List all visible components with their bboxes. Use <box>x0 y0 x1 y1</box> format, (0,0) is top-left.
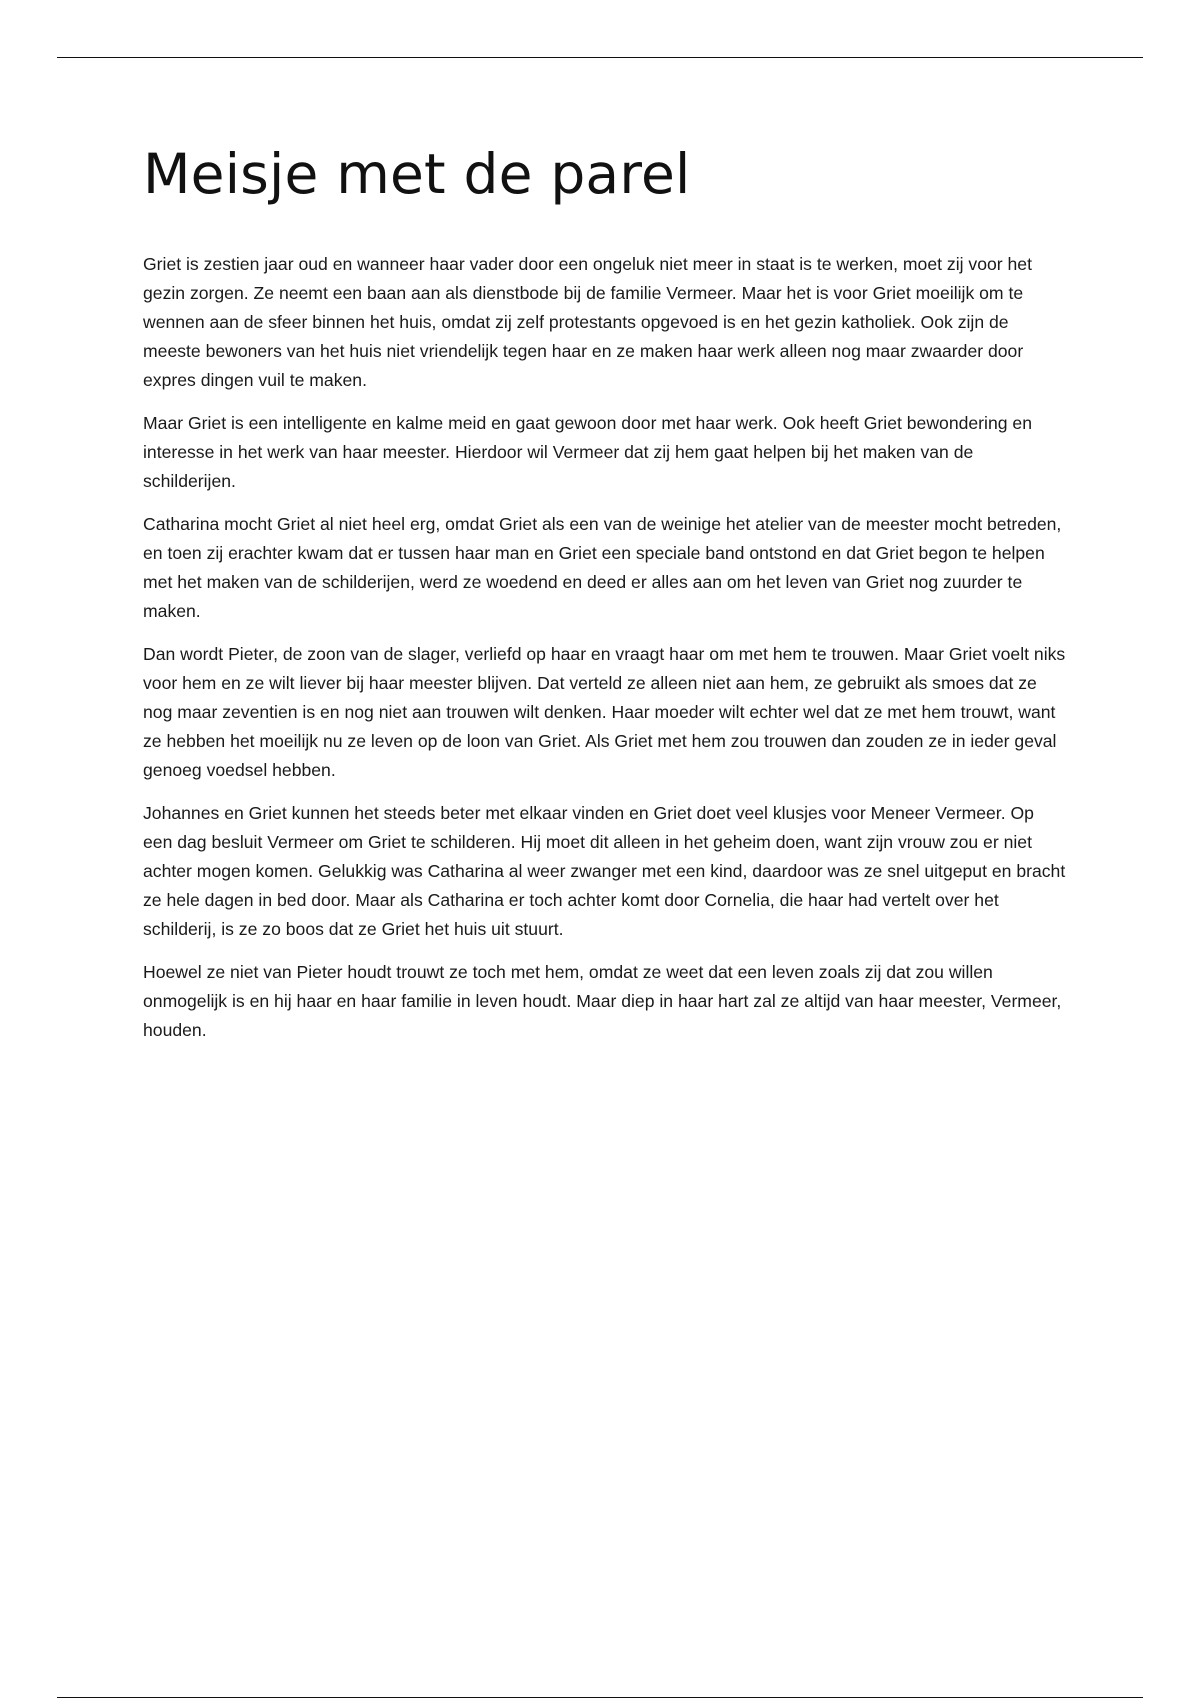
paragraph-6: Hoewel ze niet van Pieter houdt trouwt ze toch met hem, omdat ze weet dat een leven zoals zij dat zou willen onmogelijk is en hij haar en haar familie in leven houdt. Maar diep in haar hart zal ze altijd van haar meester, Vermeer, houden. <box>143 962 1062 1040</box>
paragraph-4: Dan wordt Pieter, de zoon van de slager, verliefd op haar en vraagt haar om met hem te trouwen. Maar Griet voelt niks voor hem en ze wilt liever bij haar meester blijven. Dat verteld ze alleen niet aan hem, ze gebruikt als smoes dat ze nog maar zeventien is en nog niet aan trouwen wilt denken. Haar moeder wilt echter wel dat ze met hem trouwt, want ze hebben het moeilijk nu ze leven op de loon van Griet. Als Griet met hem zou trouwen dan zouden ze in ieder geval genoeg voedsel hebben. <box>143 644 1066 780</box>
paragraph-3: Catharina mocht Griet al niet heel erg, omdat Griet als een van de weinige het atelier van de meester mocht betreden, en toen zij erachter kwam dat er tussen haar man en Griet een speciale band ontstond en dat Griet begon te helpen met het maken van de schilderijen, werd ze woedend en deed er alles aan om het leven van Griet nog zuurder te maken. <box>143 514 1062 621</box>
paragraph-1: Griet is zestien jaar oud en wanneer haar vader door een ongeluk niet meer in staat is te werken, moet zij voor het gezin zorgen. Ze neemt een baan aan als dienstbode bij de familie Vermeer. Maar het is voor Griet moeilijk om te wennen aan de sfeer binnen het huis, omdat zij zelf protestants opgevoed is en het gezin katholiek. Ook zijn de meeste bewoners van het huis niet vriendelijk tegen haar en ze maken haar werk alleen nog maar zwaarder door expres dingen vuil te maken. <box>143 254 1032 390</box>
header-rule <box>57 57 1143 58</box>
document-body <box>143 138 1068 1059</box>
paragraph-2: Maar Griet is een intelligente en kalme meid en gaat gewoon door met haar werk. Ook heeft Griet bewondering en interesse in het werk van haar meester. Hierdoor wil Vermeer dat zij hem gaat helpen bij het maken van de schilderijen. <box>143 413 1032 491</box>
paragraph-5: Johannes en Griet kunnen het steeds beter met elkaar vinden en Griet doet veel klusjes voor Meneer Vermeer. Op een dag besluit Vermeer om Griet te schilderen. Hij moet dit alleen in het geheim doen, want zijn vrouw zou er niet achter mogen komen. Gelukkig was Catharina al weer zwanger met een kind, daardoor was ze snel uitgeput en bracht ze hele dagen in bed door. Maar als Catharina er toch achter komt door Cornelia, die haar had vertelt over het schilderij, is ze zo boos dat ze Griet het huis uit stuurt. <box>143 803 1066 939</box>
document-title: Meisje met de parel <box>143 142 691 206</box>
footer-rule <box>57 1697 1143 1698</box>
